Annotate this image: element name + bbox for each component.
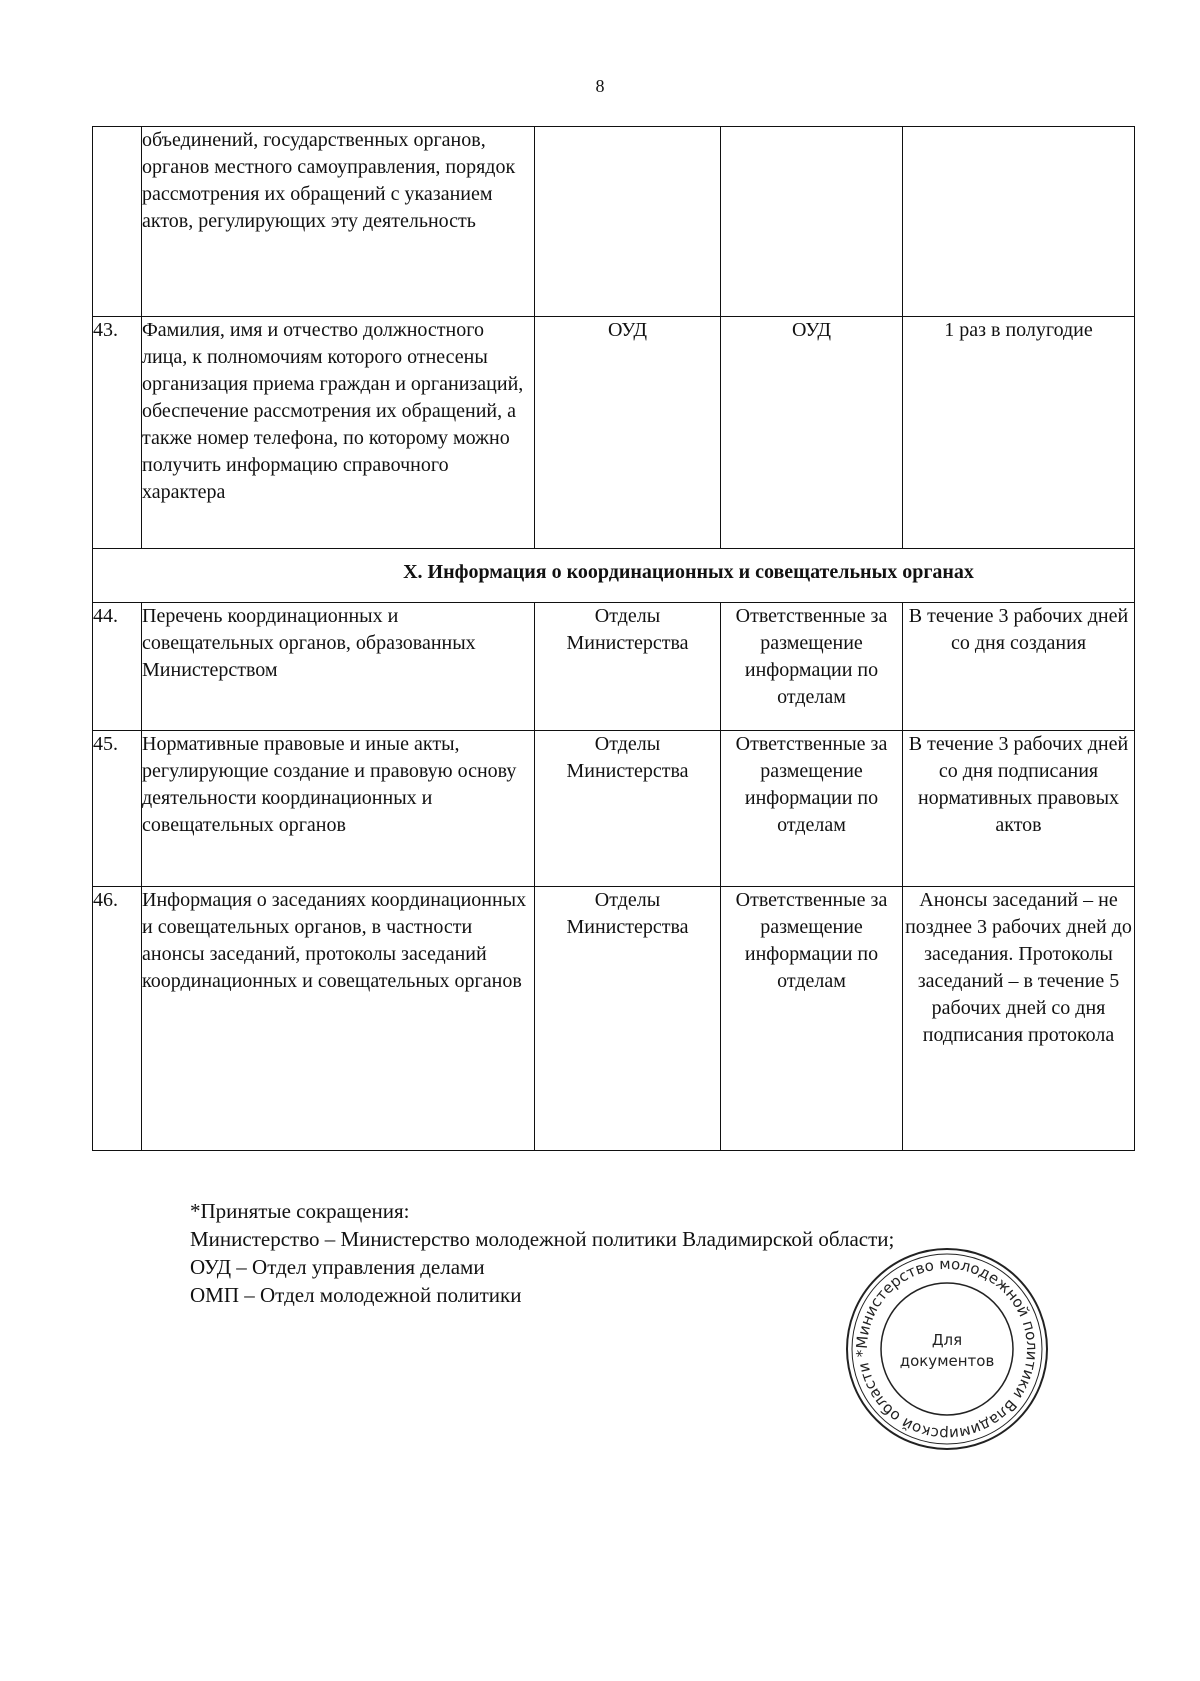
row-number: 43. <box>93 317 142 549</box>
abbreviations-heading: *Принятые сокращения: <box>190 1199 410 1223</box>
official-stamp <box>843 1245 1051 1453</box>
row-placement: Ответственные за размещение информации по отделам <box>721 887 903 1151</box>
row-term: 1 раз в полугодие <box>903 317 1135 549</box>
section-title: X. Информация о координационных и совещательных органах <box>93 549 1135 603</box>
table-row <box>93 887 1135 1151</box>
row-placement: ОУД <box>721 317 903 549</box>
table-row <box>93 317 1135 549</box>
row-description: Фамилия, имя и отчество должностного лица, к полномочиям которого отнесены организация приема граждан и организаций, обеспечение рассмотрения их обращений, а также номер телефона, по которому можно получить информацию справочного характера <box>142 317 535 549</box>
row-responsible: Отделы Министерства <box>535 731 721 887</box>
row-number: 45. <box>93 731 142 887</box>
row-term: В течение 3 рабочих дней со дня подписания нормативных правовых актов <box>903 731 1135 887</box>
stamp-ring-text: Министерство молодежной политики Владимирской области * <box>852 1254 1042 1444</box>
row-number <box>93 127 142 317</box>
information-table <box>92 126 1135 1151</box>
page-number: 8 <box>595 76 605 96</box>
row-number: 44. <box>93 603 142 731</box>
row-responsible: ОУД <box>535 317 721 549</box>
abbreviation-omp: ОМП – Отдел молодежной политики <box>190 1283 522 1307</box>
row-description: Информация о заседаниях координационных и совещательных органов, в частности анонсы заседаний, протоколы заседаний координационных и совещательных органов <box>142 887 535 1151</box>
section-row <box>93 549 1135 603</box>
row-responsible <box>535 127 721 317</box>
stamp-center-line1: Для <box>931 1331 963 1349</box>
row-term <box>903 127 1135 317</box>
row-term: В течение 3 рабочих дней со дня создания <box>903 603 1135 731</box>
table-row <box>93 127 1135 317</box>
row-description: объединений, государственных органов, органов местного самоуправления, порядок рассмотрения их обращений с указанием актов, регулирующих эту деятельность <box>142 127 535 317</box>
row-placement: Ответственные за размещение информации по отделам <box>721 603 903 731</box>
row-description: Перечень координационных и совещательных органов, образованных Министерством <box>142 603 535 731</box>
table-row <box>93 603 1135 731</box>
abbreviation-oud: ОУД – Отдел управления делами <box>190 1255 485 1279</box>
row-number: 46. <box>93 887 142 1151</box>
table-row <box>93 731 1135 887</box>
abbreviation-ministry: Министерство – Министерство молодежной политики Владимирской области; <box>190 1227 895 1251</box>
row-placement <box>721 127 903 317</box>
stamp-center-line2: документов <box>899 1352 995 1370</box>
row-term: Анонсы заседаний – не позднее 3 рабочих дней до заседания. Протоколы заседаний – в течение 5 рабочих дней со дня подписания протокола <box>903 887 1135 1151</box>
row-responsible: Отделы Министерства <box>535 603 721 731</box>
row-placement: Ответственные за размещение информации по отделам <box>721 731 903 887</box>
row-responsible: Отделы Министерства <box>535 887 721 1151</box>
row-description: Нормативные правовые и иные акты, регулирующие создание и правовую основу деятельности координационных и совещательных органов <box>142 731 535 887</box>
